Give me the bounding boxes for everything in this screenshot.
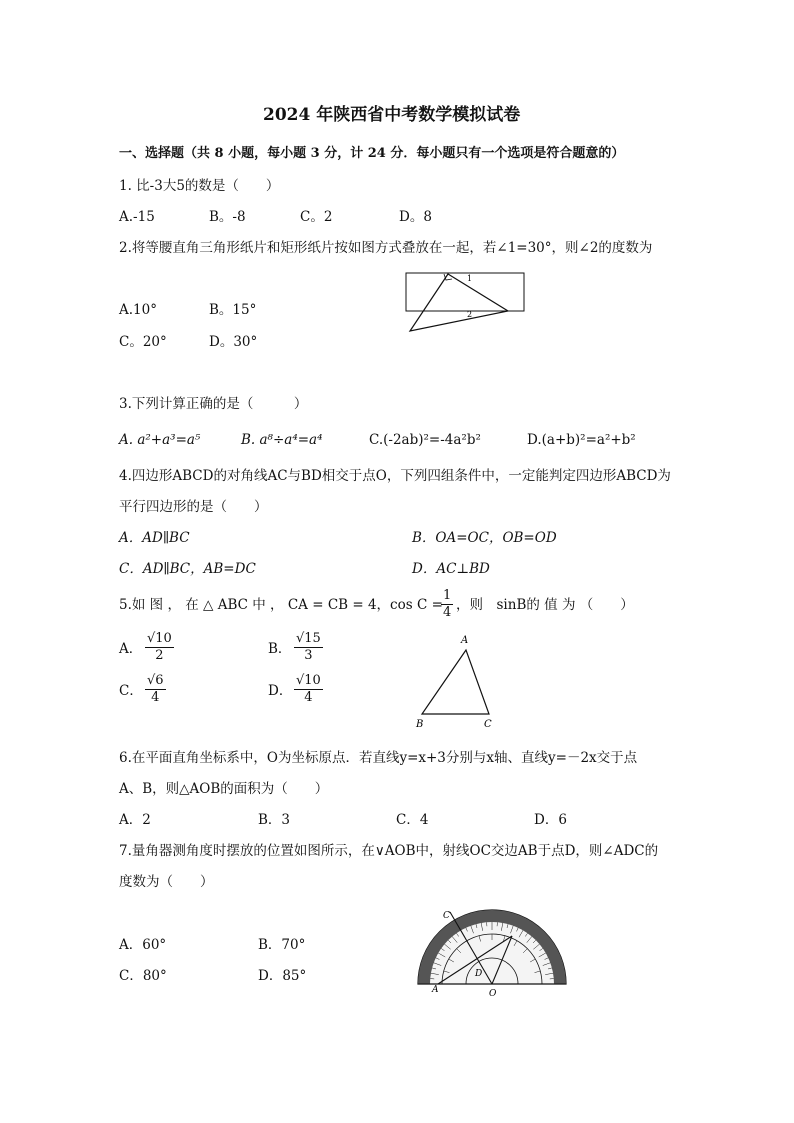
point-o-label: O [489, 989, 497, 999]
q7-option-a[interactable]: A．60° [119, 937, 167, 953]
vertex-b-label: B [416, 719, 424, 730]
q5-option-b-value[interactable] [294, 631, 323, 664]
question-5-stem-pre: 5.如 图 ， 在 △ ABC 中 ， CA = CB = 4，cos C = [119, 597, 443, 613]
q6-option-d[interactable]: D．6 [534, 812, 567, 828]
cos-c-fraction [441, 588, 453, 621]
q7-protractor-figure [412, 906, 572, 999]
q5-option-c-value[interactable] [145, 673, 166, 706]
q3-option-d[interactable]: D.(a+b)²=a²+b² [527, 432, 636, 448]
q1-option-a[interactable]: A.-15 [119, 209, 155, 225]
q1-option-c[interactable]: C。2 [300, 209, 333, 225]
q5-d-num: √10 [296, 673, 321, 688]
q5-option-a-label[interactable]: A． [119, 641, 143, 657]
q5-triangle-figure [414, 632, 498, 730]
q2-option-d[interactable]: D。30° [209, 334, 258, 350]
q5-option-c-label[interactable]: C． [119, 683, 143, 699]
cos-c-denominator: 4 [443, 605, 452, 620]
angle-1-label: 1 [467, 274, 473, 283]
question-3-stem: 3.下列计算正确的是（ ） [119, 396, 308, 412]
question-6-stem-line2: A、B，则△AOB的面积为（ ） [119, 781, 329, 797]
section-heading: 一、选择题（共 8 小题，每小题 3 分，计 24 分．每小题只有一个选项是符合题意的） [119, 146, 625, 161]
q3-option-b[interactable]: B. a⁸÷a⁴=a⁴ [241, 432, 323, 448]
rectangle-paper [406, 273, 524, 311]
question-7-stem-line1: 7.量角器测角度时摆放的位置如图所示，在∨AOB中，射线OC交边AB于点D，则∠ADC的 [119, 843, 659, 859]
q7-option-b[interactable]: B．70° [258, 937, 306, 953]
triangle-abc [422, 650, 489, 714]
q7-option-d[interactable]: D．85° [258, 968, 307, 984]
question-7-stem-line2: 度数为（ ） [119, 874, 214, 890]
question-4-stem-line2: 平行四边形的是（ ） [119, 499, 268, 515]
q3-option-a[interactable]: A. a²+a³=a⁵ [119, 432, 201, 448]
vertex-a-label: A [461, 635, 469, 646]
q4-option-b[interactable]: B．OA=OC，OB=OD [412, 530, 557, 546]
q4-option-d[interactable]: D．AC⊥BD [412, 561, 490, 577]
q5-b-den: 3 [304, 648, 313, 663]
question-4-stem-line1: 4.四边形ABCD的对角线AC与BD相交于点O，下列四组条件中，一定能判定四边形ABCD为 [119, 468, 671, 484]
q2-option-a[interactable]: A.10° [119, 302, 157, 318]
q5-a-num: √10 [147, 631, 172, 646]
q2-figure [404, 270, 528, 336]
q1-option-d[interactable]: D。8 [399, 209, 432, 225]
question-2-stem: 2.将等腰直角三角形纸片和矩形纸片按如图方式叠放在一起，若∠1=30°，则∠2的度数为 [119, 240, 653, 256]
q5-c-num: √6 [147, 673, 164, 688]
question-5-stem-post: ，则 sinB的 值 为 （ ） [456, 597, 634, 613]
q4-option-a[interactable]: A．AD∥BC [119, 530, 190, 546]
angle-2-label: 2 [467, 310, 473, 319]
question-6-stem-line1: 6.在平面直角坐标系中，O为坐标原点．若直线y=x+3分别与x轴、直线y=－2x交于点 [119, 750, 638, 766]
q6-option-b[interactable]: B．3 [258, 812, 291, 828]
q1-option-b[interactable]: B。-8 [209, 209, 246, 225]
question-1-stem: 1. 比-3大5的数是（ ） [119, 178, 280, 194]
q5-a-den: 2 [155, 648, 164, 663]
right-triangle-paper [410, 274, 508, 331]
q5-option-d-value[interactable] [294, 673, 323, 706]
point-c-label: C [443, 911, 450, 921]
q2-option-b[interactable]: B。15° [209, 302, 257, 318]
q6-option-c[interactable]: C．4 [396, 812, 429, 828]
q3-option-c[interactable]: C.(-2ab)²=-4a²b² [369, 432, 481, 448]
cos-c-numerator: 1 [443, 588, 452, 603]
point-a-label: A [432, 985, 439, 995]
vertex-c-label: C [484, 719, 492, 730]
q2-option-c[interactable]: C。20° [119, 334, 167, 350]
point-d-label: D [475, 969, 483, 979]
q7-option-c[interactable]: C．80° [119, 968, 167, 984]
q5-option-a-value[interactable] [145, 631, 174, 664]
q5-d-den: 4 [304, 690, 313, 705]
page-title: 2024 年陕西省中考数学模拟试卷 [263, 105, 521, 125]
q5-option-d-label[interactable]: D． [268, 683, 293, 699]
q5-option-b-label[interactable]: B． [268, 641, 292, 657]
q4-option-c[interactable]: C．AD∥BC，AB=DC [119, 561, 256, 577]
q5-b-num: √15 [296, 631, 321, 646]
q6-option-a[interactable]: A．2 [119, 812, 151, 828]
q5-c-den: 4 [151, 690, 160, 705]
